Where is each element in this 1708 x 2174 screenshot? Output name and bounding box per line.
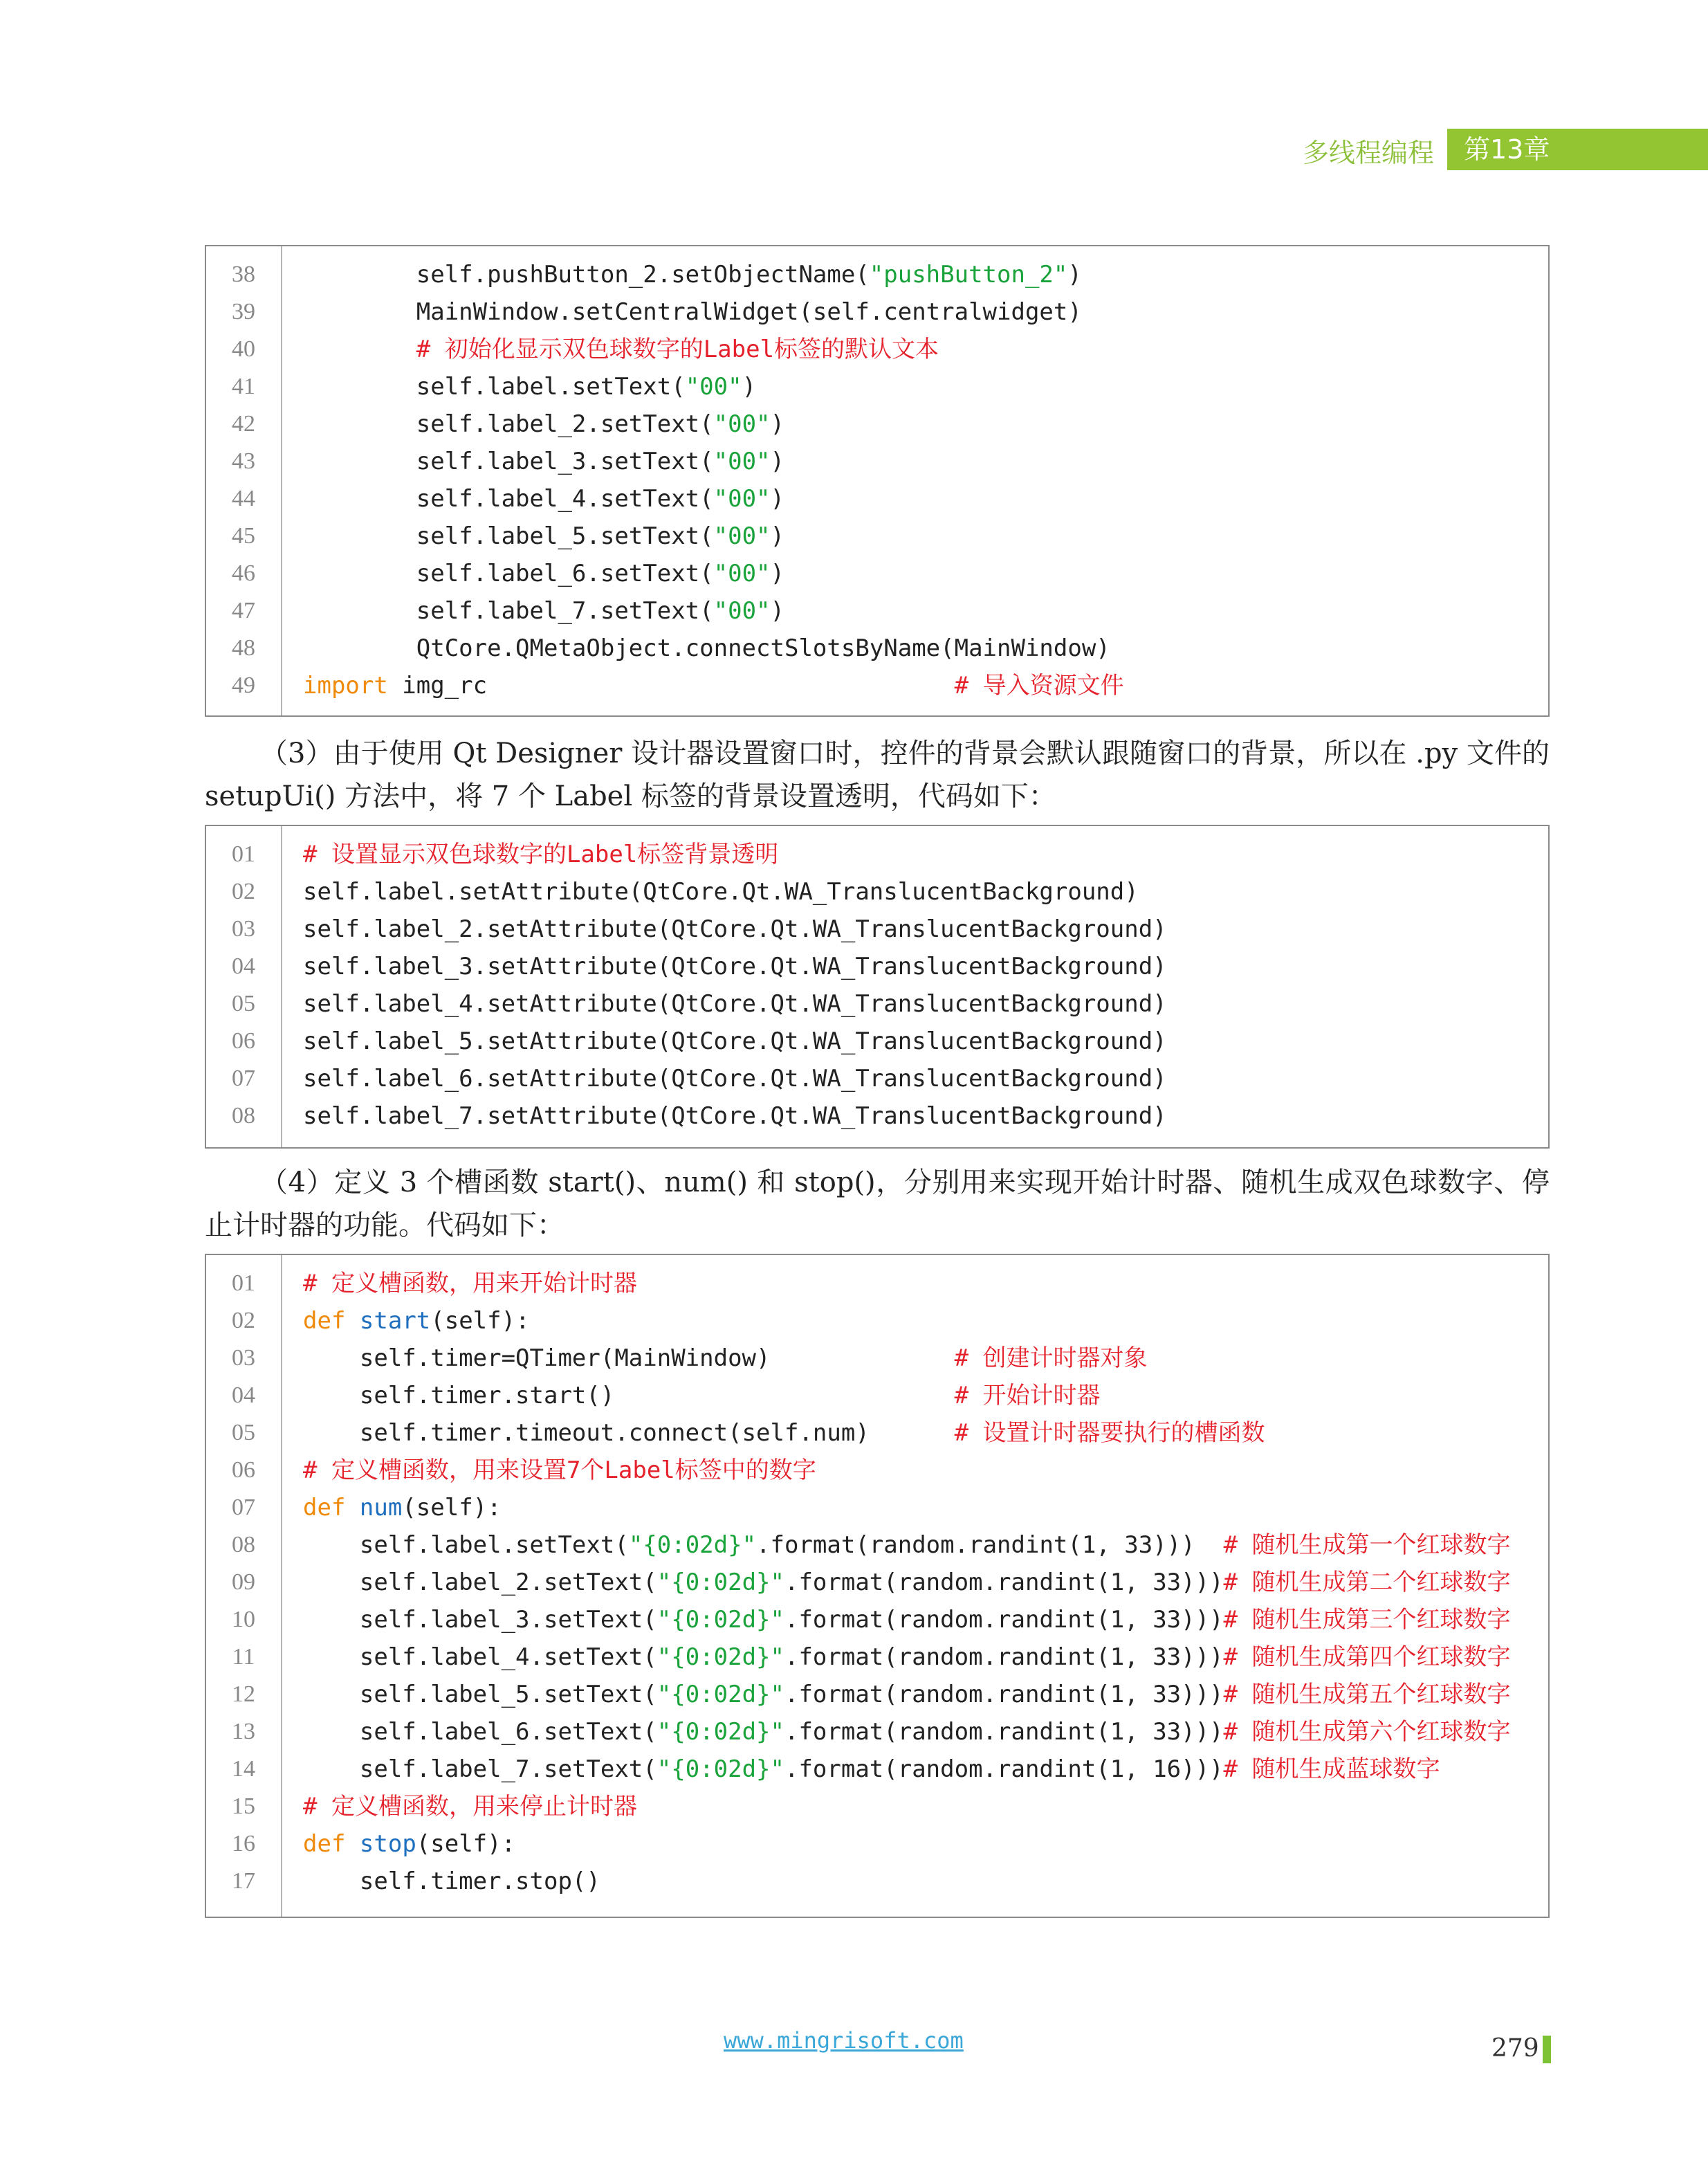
- code-comment: # 开始计时器: [954, 1382, 1101, 1409]
- code-content: [303, 1526, 1511, 1564]
- code-line: [206, 630, 1548, 667]
- line-number: 06: [232, 1457, 255, 1483]
- code-text: self.label.setAttribute(QtCore.Qt.WA_TranslucentBackground): [303, 878, 1139, 906]
- code-text: self.label_6.setText(: [303, 560, 714, 587]
- code-line: [206, 1788, 1548, 1825]
- line-number: 05: [232, 1420, 255, 1445]
- paragraph-step-4: [205, 1161, 1550, 1247]
- code-text: self.label_7.setText(: [303, 1755, 657, 1783]
- line-number: 15: [232, 1793, 255, 1819]
- code-line: [206, 1638, 1548, 1676]
- code-text: ): [770, 597, 784, 625]
- code-text: self.timer.start(): [303, 1382, 955, 1409]
- keyword: import: [303, 672, 388, 700]
- code-text: self.label.setText(: [303, 373, 686, 401]
- code-text: self.label_6.setText(: [303, 1718, 657, 1746]
- code-text: .format(random.randint(1, 16))): [784, 1755, 1224, 1783]
- code-line: [206, 1863, 1548, 1900]
- string-literal: "{0:02d}": [628, 1531, 757, 1559]
- code-line: [206, 985, 1548, 1023]
- code-line: [206, 480, 1548, 518]
- keyword: def: [303, 1830, 346, 1858]
- code-content: [303, 1564, 1511, 1601]
- line-number: 10: [232, 1607, 255, 1632]
- line-number: 02: [232, 879, 255, 904]
- code-content: [303, 1788, 637, 1825]
- code-line: [206, 1265, 1548, 1302]
- line-number: 49: [232, 673, 255, 698]
- code-text: ): [742, 373, 757, 401]
- line-number: 44: [232, 486, 255, 511]
- line-number: 05: [232, 991, 255, 1016]
- line-number: 06: [232, 1028, 255, 1054]
- line-number: 43: [232, 448, 255, 474]
- code-text: ): [770, 410, 784, 438]
- code-content: [303, 1414, 1265, 1452]
- code-content: [303, 1302, 530, 1340]
- code-text: (self):: [416, 1830, 516, 1858]
- code-content: [303, 985, 1167, 1023]
- code-block-1: [205, 245, 1550, 717]
- line-number: 08: [232, 1532, 255, 1558]
- code-line: [206, 1452, 1548, 1489]
- code-comment: # 随机生成第一个红球数字: [1223, 1531, 1511, 1559]
- code-block-3: [205, 1254, 1550, 1918]
- code-line: [206, 1489, 1548, 1526]
- code-text: self.label_2.setText(: [303, 410, 714, 438]
- code-line: [206, 1097, 1548, 1135]
- string-literal: "00": [685, 373, 742, 401]
- string-literal: "00": [713, 410, 771, 438]
- line-number: 09: [232, 1569, 255, 1595]
- code-comment: # 创建计时器对象: [954, 1344, 1148, 1372]
- code-text: img_rc: [387, 672, 955, 700]
- code-line: [206, 368, 1548, 405]
- code-text: .format(random.randint(1, 33))): [784, 1606, 1224, 1634]
- code-content: [303, 368, 756, 405]
- code-comment: # 随机生成第五个红球数字: [1223, 1681, 1511, 1708]
- string-literal: "{0:02d}": [656, 1718, 784, 1746]
- code-content: [303, 331, 939, 368]
- code-line: [206, 1601, 1548, 1638]
- code-content: [303, 1676, 1511, 1713]
- paragraph-text: （4）定义 3 个槽函数 start()、num() 和 stop()，分别用来实现开始计时器、随机生成双色球数字、停止计时器的功能。代码如下：: [205, 1167, 1550, 1241]
- line-number: 07: [232, 1066, 255, 1091]
- page-marker-bar: [1543, 2036, 1551, 2063]
- code-text: self.label_2.setAttribute(QtCore.Qt.WA_TranslucentBackground): [303, 915, 1167, 943]
- code-text: .format(random.randint(1, 33))): [784, 1681, 1224, 1708]
- page-number: 279: [1491, 2034, 1539, 2063]
- code-content: [303, 443, 784, 480]
- code-text: self.timer=QTimer(MainWindow): [303, 1344, 955, 1372]
- code-line: [206, 1377, 1548, 1414]
- code-content: [303, 873, 1139, 911]
- code-line: [206, 1713, 1548, 1751]
- code-comment: # 定义槽函数，用来设置7个Label标签中的数字: [303, 1456, 816, 1484]
- line-number: 03: [232, 916, 255, 942]
- code-line: [206, 1302, 1548, 1340]
- line-number: 08: [232, 1103, 255, 1129]
- function-name: num: [359, 1494, 403, 1522]
- line-number: 01: [232, 841, 255, 867]
- code-text: ): [770, 560, 784, 587]
- code-line: [206, 331, 1548, 368]
- line-number: 01: [232, 1270, 255, 1296]
- string-literal: "00": [713, 448, 771, 475]
- code-line: [206, 518, 1548, 555]
- line-number: 04: [232, 1382, 255, 1408]
- string-literal: "00": [713, 522, 771, 550]
- line-number: 02: [232, 1308, 255, 1333]
- string-literal: "{0:02d}": [656, 1569, 784, 1596]
- code-text: self.label_7.setAttribute(QtCore.Qt.WA_TranslucentBackground): [303, 1102, 1167, 1130]
- code-content: [303, 948, 1167, 985]
- code-content: [303, 1489, 502, 1526]
- keyword: def: [303, 1494, 346, 1522]
- code-content: [303, 1751, 1440, 1788]
- code-text: .format(random.randint(1, 33))): [784, 1643, 1224, 1671]
- line-number: 17: [232, 1868, 255, 1894]
- code-comment: # 随机生成第四个红球数字: [1223, 1643, 1511, 1671]
- code-text: self.label_4.setAttribute(QtCore.Qt.WA_TranslucentBackground): [303, 990, 1167, 1018]
- code-content: [303, 1601, 1511, 1638]
- code-text: self.label_4.setText(: [303, 1643, 657, 1671]
- code-text: self.label_5.setAttribute(QtCore.Qt.WA_TranslucentBackground): [303, 1027, 1167, 1055]
- string-literal: "pushButton_2": [869, 261, 1068, 289]
- line-number: 16: [232, 1831, 255, 1856]
- code-text: self.label_5.setText(: [303, 1681, 657, 1708]
- code-line: [206, 443, 1548, 480]
- code-comment: # 随机生成第六个红球数字: [1223, 1718, 1511, 1746]
- string-literal: "{0:02d}": [656, 1755, 784, 1783]
- code-text: [345, 1494, 359, 1522]
- code-text: self.label_2.setText(: [303, 1569, 657, 1596]
- code-content: [303, 836, 778, 873]
- string-literal: "{0:02d}": [656, 1681, 784, 1708]
- code-text: ): [770, 448, 784, 475]
- code-line: [206, 1060, 1548, 1097]
- code-comment: # 随机生成第三个红球数字: [1223, 1606, 1511, 1634]
- code-content: [303, 555, 784, 592]
- string-literal: "{0:02d}": [656, 1643, 784, 1671]
- code-text: self.label.setText(: [303, 1531, 629, 1559]
- code-line: [206, 1564, 1548, 1601]
- code-content: [303, 1863, 600, 1900]
- code-line: [206, 1751, 1548, 1788]
- code-line: [206, 1340, 1548, 1377]
- line-number: 45: [232, 523, 255, 549]
- string-literal: "00": [713, 560, 771, 587]
- code-text: (self):: [430, 1307, 530, 1335]
- code-line: [206, 667, 1548, 704]
- code-content: [303, 1265, 637, 1302]
- code-text: self.label_6.setAttribute(QtCore.Qt.WA_TranslucentBackground): [303, 1065, 1167, 1093]
- line-number: 38: [232, 262, 255, 287]
- code-comment: # 初始化显示双色球数字的Label标签的默认文本: [416, 336, 939, 363]
- line-number: 40: [232, 336, 255, 362]
- code-content: [303, 592, 784, 630]
- code-comment: # 定义槽函数，用来停止计时器: [303, 1793, 637, 1820]
- code-text: [303, 336, 416, 363]
- code-comment: # 设置计时器要执行的槽函数: [954, 1419, 1265, 1447]
- code-text: MainWindow.setCentralWidget(self.centralwidget): [303, 298, 1082, 326]
- code-line: [206, 293, 1548, 331]
- code-content: [303, 1377, 1101, 1414]
- code-content: [303, 1713, 1511, 1751]
- code-text: self.timer.timeout.connect(self.num): [303, 1419, 955, 1447]
- paragraph-text: （3）由于使用 Qt Designer 设计器设置窗口时，控件的背景会默认跟随窗口的背景，所以在 .py 文件的 setupUi() 方法中，将 7 个 Label 标签的背景设置透明，代码如下：: [205, 738, 1550, 812]
- line-number: 11: [232, 1644, 255, 1670]
- code-line: [206, 555, 1548, 592]
- line-number: 39: [232, 299, 255, 325]
- code-content: [303, 1638, 1511, 1676]
- line-number: 47: [232, 598, 255, 623]
- code-text: self.label_7.setText(: [303, 597, 714, 625]
- code-line: [206, 836, 1548, 873]
- code-text: self.pushButton_2.setObjectName(: [303, 261, 870, 289]
- code-text: ): [770, 522, 784, 550]
- chapter-badge: 第13章: [1447, 129, 1708, 170]
- line-number: 41: [232, 374, 255, 399]
- code-comment: # 设置显示双色球数字的Label标签背景透明: [303, 841, 779, 868]
- string-literal: "00": [713, 485, 771, 513]
- code-text: (self):: [402, 1494, 502, 1522]
- line-number: 13: [232, 1719, 255, 1744]
- paragraph-step-3: [205, 732, 1550, 818]
- line-number: 46: [232, 560, 255, 586]
- code-text: self.label_4.setText(: [303, 485, 714, 513]
- code-text: self.timer.stop(): [303, 1867, 600, 1895]
- line-number: 14: [232, 1756, 255, 1782]
- code-line: [206, 873, 1548, 911]
- code-line: [206, 1414, 1548, 1452]
- function-name: stop: [359, 1830, 416, 1858]
- code-content: [303, 256, 1082, 293]
- code-text: self.label_3.setText(: [303, 1606, 657, 1634]
- code-content: [303, 1097, 1167, 1135]
- code-content: [303, 1023, 1167, 1060]
- line-number: 03: [232, 1345, 255, 1371]
- code-content: [303, 630, 1110, 667]
- code-content: [303, 293, 1082, 331]
- string-literal: "00": [713, 597, 771, 625]
- line-number: 12: [232, 1681, 255, 1707]
- code-text: .format(random.randint(1, 33))): [784, 1718, 1224, 1746]
- line-number: 42: [232, 411, 255, 437]
- string-literal: "{0:02d}": [656, 1606, 784, 1634]
- code-line: [206, 592, 1548, 630]
- code-line: [206, 911, 1548, 948]
- code-text: self.label_3.setAttribute(QtCore.Qt.WA_TranslucentBackground): [303, 953, 1167, 980]
- code-text: self.label_3.setText(: [303, 448, 714, 475]
- code-text: [345, 1307, 359, 1335]
- line-number: 04: [232, 953, 255, 979]
- code-line: [206, 948, 1548, 985]
- code-content: [303, 1060, 1167, 1097]
- code-comment: # 导入资源文件: [954, 672, 1124, 700]
- code-text: .format(random.randint(1, 33))): [784, 1569, 1224, 1596]
- code-content: [303, 1825, 515, 1863]
- code-text: QtCore.QMetaObject.connectSlotsByName(MainWindow): [303, 634, 1110, 662]
- code-text: [345, 1830, 359, 1858]
- code-text: self.label_5.setText(: [303, 522, 714, 550]
- code-text: ): [770, 485, 784, 513]
- code-line: [206, 1676, 1548, 1713]
- code-comment: # 随机生成蓝球数字: [1223, 1755, 1440, 1783]
- section-title: 多线程编程: [1302, 138, 1434, 168]
- code-text: ): [1067, 261, 1082, 289]
- line-number: 07: [232, 1495, 255, 1520]
- code-content: [303, 518, 784, 555]
- code-content: [303, 480, 784, 518]
- keyword: def: [303, 1307, 346, 1335]
- website-link[interactable]: www.mingrisoft.com: [724, 2027, 964, 2054]
- function-name: start: [359, 1307, 431, 1335]
- code-content: [303, 1452, 816, 1489]
- code-line: [206, 256, 1548, 293]
- code-block-2: [205, 825, 1550, 1149]
- code-line: [206, 405, 1548, 443]
- line-number: 48: [232, 635, 255, 661]
- code-content: [303, 911, 1167, 948]
- code-content: [303, 1340, 1148, 1377]
- code-line: [206, 1825, 1548, 1863]
- code-comment: # 定义槽函数，用来开始计时器: [303, 1270, 637, 1297]
- code-line: [206, 1526, 1548, 1564]
- code-content: [303, 405, 784, 443]
- code-text: .format(random.randint(1, 33))): [756, 1531, 1224, 1559]
- code-comment: # 随机生成第二个红球数字: [1223, 1569, 1511, 1596]
- code-line: [206, 1023, 1548, 1060]
- code-content: [303, 667, 1124, 704]
